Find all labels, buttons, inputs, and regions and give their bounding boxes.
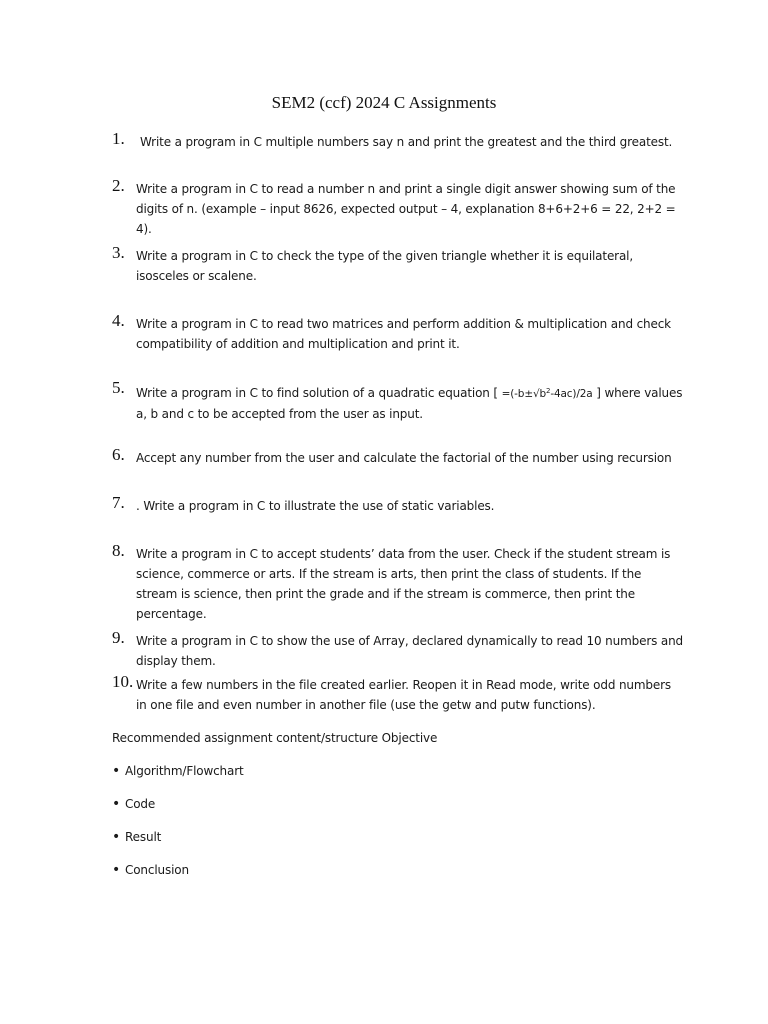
formula-part-b: -4ac)/2a bbox=[550, 388, 593, 400]
item-text-after: ] where values a, b and c to be accepted from the user as input. bbox=[136, 386, 683, 421]
formula-part-a: =(-b±√b bbox=[501, 388, 547, 400]
item-number: 4. bbox=[112, 311, 125, 330]
item-number: 7. bbox=[112, 493, 125, 512]
item-number: 8. bbox=[112, 541, 125, 560]
bullet-icon: • bbox=[112, 862, 121, 878]
assignment-item-5 bbox=[112, 378, 683, 421]
item-number: 5. bbox=[112, 378, 125, 397]
bullet-text: Result bbox=[125, 830, 162, 844]
document-title: SEM2 (ccf) 2024 C Assignments bbox=[271, 93, 497, 112]
assignment-item-3 bbox=[112, 243, 682, 286]
item-text bbox=[136, 381, 684, 424]
assignment-item-10 bbox=[112, 672, 682, 715]
bullet-icon: • bbox=[112, 829, 121, 845]
item-text: Write a program in C to accept students’ data from the user. Check if the student stream is science, commerce or arts. If the stream is arts, then print the class of students. If the stream is science, then print the grade and if the stream is commerce, then print the percentage. bbox=[136, 547, 671, 621]
item-number: 1. bbox=[112, 129, 125, 148]
assignment-item-6 bbox=[112, 445, 682, 468]
assignment-item-7 bbox=[112, 493, 682, 516]
item-text-before: Write a program in C to find solution of a quadratic equation [ bbox=[136, 386, 502, 400]
assignment-item-9 bbox=[112, 628, 683, 671]
item-text: Write a program in C to show the use of Array, declared dynamically to read 10 numbers and display them. bbox=[136, 634, 683, 668]
item-text: Accept any number from the user and calculate the factorial of the number using recursion bbox=[136, 451, 672, 465]
item-number: 9. bbox=[112, 628, 125, 647]
quadratic-formula bbox=[502, 388, 593, 400]
assignment-item-4 bbox=[112, 311, 682, 354]
item-text: Write a program in C to read a number n and print a single digit answer showing sum of the digits of n. (example – input 8626, expected output – 4, explanation 8+6+2+6 = 22, 2+2 = 4). bbox=[136, 182, 676, 236]
bullet-text: Code bbox=[125, 797, 156, 811]
bullet-icon: • bbox=[112, 763, 121, 779]
bullet-text: Algorithm/Flowchart bbox=[125, 764, 244, 778]
assignment-item-2 bbox=[112, 176, 682, 236]
formula-superscript: 2 bbox=[546, 387, 551, 395]
assignment-item-1 bbox=[112, 129, 682, 152]
item-number: 2. bbox=[112, 176, 125, 195]
item-text: . Write a program in C to illustrate the use of static variables. bbox=[136, 499, 495, 513]
item-text: Write a program in C to read two matrices and perform addition & multiplication and check compatibility of addition and multiplication and print it. bbox=[136, 317, 671, 351]
item-number: 6. bbox=[112, 445, 125, 464]
recommended-structure-heading: Recommended assignment content/structure Objective bbox=[112, 731, 438, 745]
assignment-item-8 bbox=[112, 541, 682, 621]
item-text: Write a program in C to check the type of the given triangle whether it is equilateral, isosceles or scalene. bbox=[136, 249, 634, 283]
item-text: Write a program in C multiple numbers say n and print the greatest and the third greatest. bbox=[140, 135, 673, 149]
bullet-icon: • bbox=[112, 796, 121, 812]
bullet-text: Conclusion bbox=[125, 863, 189, 877]
item-number: 10. bbox=[112, 672, 134, 691]
item-number: 3. bbox=[112, 243, 125, 262]
item-text: Write a few numbers in the file created earlier. Reopen it in Read mode, write odd numbers in one file and even number in another file (use the getw and putw functions). bbox=[136, 678, 671, 712]
